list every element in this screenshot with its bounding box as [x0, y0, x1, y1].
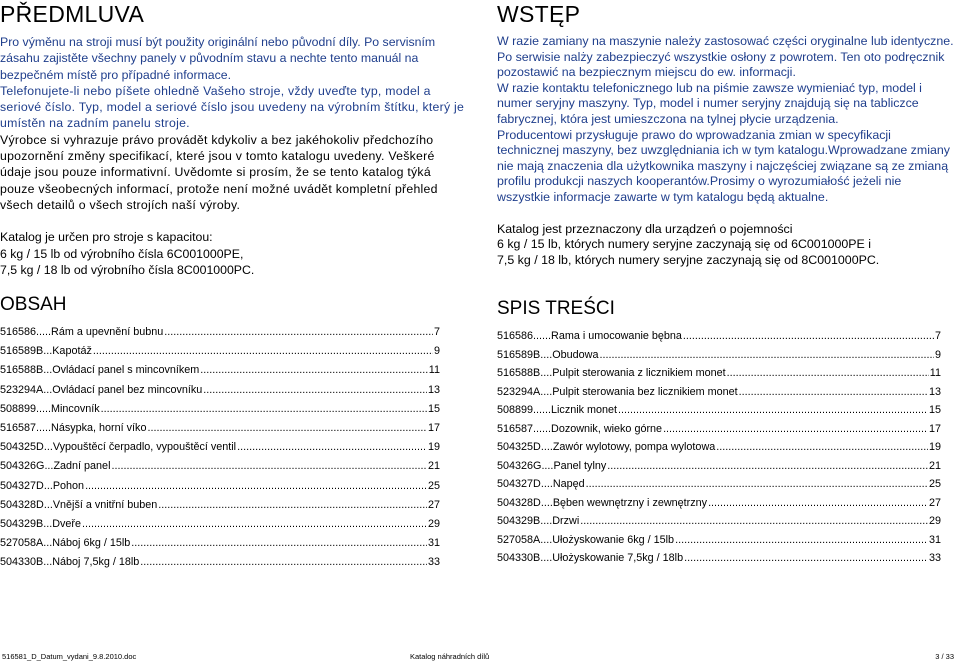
toc-code-dots: ...... [533, 422, 552, 435]
toc-leader [147, 422, 427, 434]
polish-capacity-6kg: 6 kg / 15 lb, których numery seryjne zaczynają się od 6C001000PE i [497, 237, 871, 252]
toc-code-dots: ... [43, 517, 53, 530]
toc-code: 508899 [497, 404, 534, 416]
toc-entry [0, 345, 440, 364]
czech-contents-section [0, 292, 440, 575]
toc-page: 19 [928, 441, 941, 453]
toc-code-dots: .... [540, 348, 553, 361]
toc-page: 27 [427, 498, 440, 511]
toc-code-dots: ... [43, 364, 53, 377]
toc-leader [85, 480, 427, 492]
polish-preface-paragraph-3: Producentowi przysługuje prawo do wprowadzania zmian w specyfikacji technicznej maszyny, bez uwzględniania ich w tym katalogu.Wprowadzane zmiany nie mają znaczenia dla użytkownika maszyny i najczęściej związane są ze zmianą profilu produkcji naszych kooperantów.Prosimy o wyrozumiałość jeżeli nie wszystkie informacje zawarte w tym katalogu będą aktualne. [497, 127, 950, 204]
toc-entry [497, 534, 941, 553]
toc-code-dots: ... [43, 479, 53, 492]
toc-page: 7 [934, 330, 941, 342]
toc-leader [140, 556, 427, 568]
toc-entry [497, 386, 941, 405]
polish-preface-paragraph-2: W razie kontaktu telefonicznego lub na piśmie zawsze wymieniać typ, model i numer seryjny maszyny. Typ, model i numer seryjny znajdują się na tabliczce fabrycznej, która jest umieszczona na tylnej płycie urządzenia. [497, 80, 922, 126]
toc-page: 33 [427, 556, 440, 569]
toc-code-dots: .... [540, 478, 553, 490]
toc-title: Ułożyskowanie 6kg / 15lb [552, 533, 675, 546]
czech-preface-paragraph-1: Pro výměnu na stroji musí být použity originální nebo původní díly. Po servisním zásahu zajistěte všechny panely v původním stavu a nechte tento manuál na bezpečném místě pro případné informace. [0, 35, 436, 82]
toc-entry [0, 422, 440, 441]
toc-title: Ovládací panel s mincovníkem [52, 364, 200, 377]
polish-preface-paragraph-1: W razie zamiany na maszynie należy zastosować części oryginalne lub identyczne. Po serwisie nalży zabezpieczyć wszystkie osłony z powrotem. Ten oto podręcznik pozostawić na bezpiecznym miejscu do ew. informacji. [497, 34, 954, 80]
toc-title: Dozownik, wieko górne [551, 422, 663, 435]
toc-code: 504328D [497, 496, 541, 509]
toc-leader [607, 460, 928, 472]
toc-page: 29 [928, 515, 941, 527]
polish-capacity-7kg: 7,5 kg / 18 lb, których numery seryjne zaczynają się od 8C001000PC. [497, 252, 880, 267]
toc-code: 504329B [497, 515, 541, 527]
toc-code: 504327D [0, 479, 44, 492]
toc-code-dots: ... [43, 556, 53, 569]
toc-code: 516589B [497, 348, 541, 361]
toc-entry [0, 441, 440, 460]
toc-code-dots: .... [540, 385, 553, 398]
toc-title: Obudowa [552, 348, 599, 361]
toc-leader [82, 518, 427, 530]
footer-page-number: 3 / 33 [935, 652, 954, 661]
toc-leader [675, 534, 928, 546]
toc-code: 516587 [0, 421, 37, 434]
toc-leader [708, 497, 928, 509]
toc-code-dots: ...... [533, 404, 552, 416]
toc-code-dots: .... [540, 496, 553, 509]
toc-title: Kapotáž [52, 345, 92, 358]
polish-contents-section [497, 296, 941, 571]
toc-leader [618, 404, 928, 416]
toc-entry [497, 441, 941, 460]
toc-page: 31 [928, 533, 941, 546]
toc-title: Ovládací panel bez mincovníku [52, 383, 203, 396]
czech-contents-list [0, 326, 440, 575]
toc-code-dots: ..... [36, 326, 52, 338]
toc-code-dots: .... [540, 552, 553, 564]
toc-page: 11 [428, 364, 440, 377]
toc-code: 516588B [0, 364, 44, 377]
toc-entry [0, 537, 440, 556]
toc-entry [497, 404, 941, 423]
toc-code-dots: ... [43, 498, 53, 511]
toc-page: 15 [427, 402, 440, 415]
toc-leader [200, 364, 428, 376]
toc-code-dots: ... [44, 460, 54, 473]
polish-preface-section [497, 0, 955, 268]
toc-code-dots: .... [540, 533, 553, 546]
toc-code-dots: ..... [36, 421, 52, 434]
toc-leader [739, 386, 928, 398]
czech-preface-title: PŘEDMLUVA [0, 1, 145, 27]
toc-leader [93, 345, 433, 357]
toc-leader [111, 460, 427, 472]
toc-leader [131, 537, 427, 549]
toc-entry [0, 460, 440, 479]
toc-entry [497, 552, 941, 571]
toc-page: 19 [427, 441, 440, 454]
toc-entry [497, 460, 941, 479]
toc-entry [0, 480, 440, 499]
toc-leader [684, 552, 928, 564]
toc-code: 504325D [0, 441, 44, 454]
toc-code-dots: .... [540, 367, 553, 379]
czech-contents-title: OBSAH [0, 294, 67, 315]
toc-code: 508899 [0, 402, 37, 415]
toc-code-dots: .... [540, 441, 553, 453]
toc-title: Napęd [552, 478, 585, 490]
toc-page: 31 [427, 537, 440, 550]
toc-page: 25 [928, 478, 941, 490]
toc-entry [0, 364, 440, 383]
toc-entry [497, 349, 941, 368]
toc-entry [497, 330, 941, 349]
toc-code: 504328D [0, 498, 44, 511]
toc-page: 33 [928, 552, 941, 564]
toc-entry [0, 326, 440, 345]
toc-page: 21 [427, 460, 440, 473]
toc-code: 516586 [497, 330, 534, 342]
toc-leader [164, 326, 433, 338]
toc-code-dots: ...... [533, 330, 552, 342]
toc-title: Vypouštěcí čerpadlo, vypouštěcí ventil [52, 441, 237, 454]
toc-page: 9 [433, 345, 440, 358]
toc-code-dots: .... [540, 515, 553, 527]
toc-code-dots: ... [43, 383, 53, 396]
toc-page: 13 [928, 385, 941, 398]
toc-entry [497, 423, 941, 442]
toc-title: Bęben wewnętrzny i zewnętrzny [552, 496, 708, 509]
toc-code: 516588B [497, 367, 541, 379]
toc-title: Licznik monet [551, 404, 618, 416]
toc-leader [158, 499, 427, 511]
toc-title: Násypka, horní víko [51, 421, 147, 434]
footer-filename: 516581_D_Datum_vydani_9.8.2010.doc [2, 652, 137, 661]
czech-capacity-intro: Katalog je určen pro stroje s kapacitou: [0, 230, 213, 245]
toc-leader [580, 515, 928, 527]
toc-code: 504330B [497, 552, 541, 564]
polish-preface-title: WSTĘP [497, 1, 581, 27]
toc-code-dots: ..... [36, 402, 52, 415]
toc-title: Náboj 6kg / 15lb [52, 537, 131, 550]
toc-page: 13 [427, 383, 440, 396]
toc-title: Náboj 7,5kg / 18lb [52, 556, 140, 569]
toc-title: Zadní panel [53, 460, 111, 473]
toc-code-dots: ... [43, 537, 53, 550]
toc-code-dots: ... [43, 441, 53, 454]
toc-leader [101, 403, 427, 415]
toc-entry [497, 515, 941, 534]
toc-page: 7 [433, 326, 440, 338]
polish-contents-title: SPIS TREŚCI [497, 298, 615, 319]
toc-page: 17 [928, 422, 941, 435]
czech-preface-paragraph-3: Výrobce si vyhrazuje právo provádět kdykoliv a bez jakéhokoliv předchozího upozornění změny specifikací, které jsou v tomto katalogu uvedeny. Veškeré údaje jsou pouze informativní. Uvědomte si prosím, že se tento katalog týká pouze všeobecných informací, protože není možné uvádět kompletní přehled všech detailů o všech strojích naší výroby. [0, 132, 438, 212]
toc-leader [727, 367, 929, 379]
toc-code-dots: .... [541, 459, 554, 472]
toc-code-dots: ... [43, 345, 53, 358]
toc-code: 504329B [0, 517, 44, 530]
toc-code: 523294A [0, 383, 44, 396]
toc-leader [599, 349, 934, 361]
toc-page: 29 [427, 517, 440, 530]
toc-title: Mincovník [51, 402, 100, 415]
czech-capacity-6kg: 6 kg / 15 lb od výrobního čísla 6C001000PE, [0, 246, 244, 261]
toc-entry [0, 556, 440, 575]
toc-leader [716, 441, 928, 453]
toc-title: Rama i umocowanie bębna [551, 330, 682, 342]
czech-capacity-7kg: 7,5 kg / 18 lb od výrobního čísla 8C001000PC. [0, 262, 255, 277]
polish-contents-list [497, 330, 941, 571]
toc-page: 15 [928, 404, 941, 416]
toc-code: 516586 [0, 326, 37, 338]
toc-code: 516589B [0, 345, 44, 358]
toc-entry [0, 384, 440, 403]
toc-code: 504326G [0, 460, 45, 473]
toc-leader [663, 423, 928, 435]
czech-preface-paragraph-2: Telefonujete-li nebo píšete ohledně Vašeho stroje, vždy uveďte typ, model a seriové číslo. Typ, model a seriové číslo jsou uvedeny na výrobním štítku, který je umístěn na zadním panelu stroje. [0, 83, 465, 131]
toc-title: Zawór wylotowy, pompa wylotowa [552, 441, 716, 453]
toc-code: 504325D [497, 441, 541, 453]
toc-title: Rám a upevnění bubnu [51, 326, 164, 338]
toc-page: 27 [928, 496, 941, 509]
toc-code: 516587 [497, 422, 534, 435]
toc-title: Panel tylny [553, 459, 607, 472]
toc-page: 21 [928, 459, 941, 472]
toc-title: Dveře [52, 517, 82, 530]
toc-entry [0, 499, 440, 518]
toc-leader [586, 478, 928, 490]
toc-title: Pulpit sterowania bez licznikiem monet [552, 385, 738, 398]
czech-preface-section [0, 0, 468, 278]
toc-code: 504327D [497, 478, 541, 490]
polish-capacity-intro: Katalog jest przeznaczony dla urządzeń o pojemności [497, 221, 793, 236]
toc-title: Ułożyskowanie 7,5kg / 18lb [552, 552, 684, 564]
toc-title: Pulpit sterowania z licznikiem monet [552, 367, 726, 379]
toc-title: Vnější a vnitřní buben [52, 498, 158, 511]
toc-code: 504330B [0, 556, 44, 569]
toc-leader [683, 330, 934, 342]
toc-page: 25 [427, 479, 440, 492]
toc-title: Pohon [52, 479, 85, 492]
toc-code: 504326G [497, 459, 542, 472]
toc-entry [0, 518, 440, 537]
toc-entry [497, 497, 941, 516]
toc-entry [497, 367, 941, 386]
toc-code: 527058A [497, 533, 541, 546]
toc-leader [203, 384, 427, 396]
toc-code: 523294A [497, 385, 541, 398]
toc-code: 527058A [0, 537, 44, 550]
toc-page: 11 [929, 367, 941, 379]
toc-title: Drzwi [552, 515, 580, 527]
footer-document-title: Katalog náhradních dílů [410, 652, 490, 661]
toc-entry [0, 403, 440, 422]
toc-leader [237, 441, 427, 453]
toc-page: 17 [427, 421, 440, 434]
toc-entry [497, 478, 941, 497]
toc-page: 9 [934, 348, 941, 361]
